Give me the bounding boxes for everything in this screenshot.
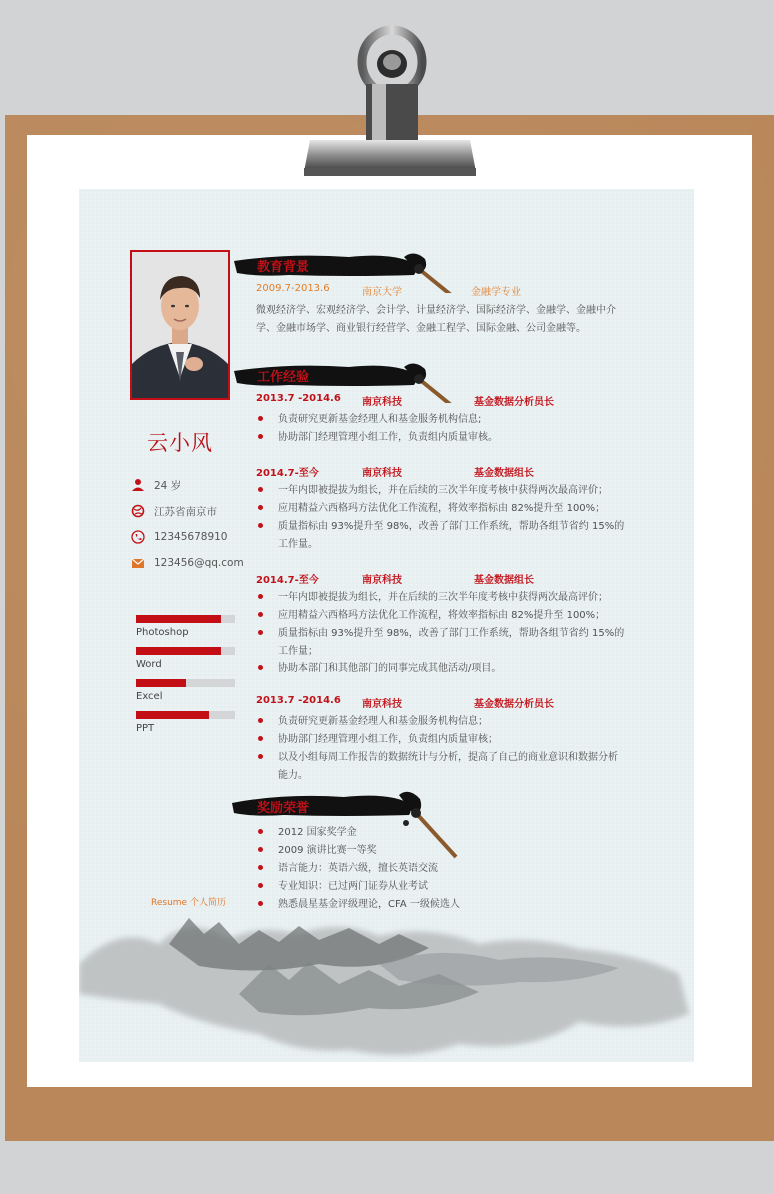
bullet-dot — [258, 594, 263, 599]
skill-label: PPT — [136, 723, 155, 734]
job-line: 一年内即被提拔为组长，并在后续的三次半年度考核中获得两次最高评价； — [278, 592, 608, 603]
job-date: 2014.7-至今 — [256, 468, 319, 479]
skill-fill — [136, 711, 209, 719]
education-courses-line: 学、金融市场学、商业银行经营学、金融工程学、国际金融、公司金融等。 — [256, 323, 586, 334]
skill-fill — [136, 615, 221, 623]
skill-fill — [136, 647, 221, 655]
bullet-dot — [258, 754, 263, 759]
phone-text: 12345678910 — [154, 531, 228, 543]
job-role: 基金数据组长 — [474, 575, 534, 586]
phone-icon — [131, 530, 145, 544]
job-line: 工作量； — [278, 646, 318, 657]
age-text: 24 岁 — [154, 479, 182, 492]
award-item: 语言能力：英语六级，擅长英语交流 — [278, 863, 438, 874]
resume-sheet — [79, 189, 694, 1062]
user-icon — [131, 478, 145, 492]
job-line: 一年内即被提拔为组长，并在后续的三次半年度考核中获得两次最高评价； — [278, 485, 608, 496]
profile-photo — [130, 250, 230, 400]
bullet-dot — [258, 612, 263, 617]
job-line: 质量指标由 93%提升至 98%，改善了部门工作系统，帮助各组节省约 15%的 — [278, 521, 625, 532]
globe-icon — [131, 504, 145, 518]
location-text: 江苏省南京市 — [154, 505, 217, 518]
job-line: 协助部门经理管理小组工作，负责组内质量审核； — [278, 734, 498, 745]
job-company: 南京科技 — [362, 468, 402, 479]
email-text: 123456@qq.com — [154, 557, 244, 569]
job-line: 负责研究更新基金经理人和基金服务机构信息; — [278, 414, 482, 425]
job-line: 应用精益六西格玛方法优化工作流程，将效率指标由 82%提升至 100%； — [278, 503, 606, 514]
award-item: 专业知识：已过两门证券从业考试 — [278, 881, 428, 892]
education-date: 2009.7-2013.6 — [256, 283, 330, 294]
bullet-dot — [258, 847, 263, 852]
section-title-work: 工作经验 — [257, 370, 310, 385]
education-major: 金融学专业 — [471, 287, 521, 298]
skill-word — [136, 647, 235, 670]
skill-excel — [136, 679, 235, 702]
location-row — [131, 502, 217, 520]
job-line: 负责研究更新基金经理人和基金服务机构信息； — [278, 716, 488, 727]
job-date: 2013.7 -2014.6 — [256, 393, 341, 404]
bullet-dot — [258, 718, 263, 723]
bullet-dot — [258, 434, 263, 439]
education-school: 南京大学 — [362, 287, 402, 298]
job-line: 质量指标由 93%提升至 98%，改善了部门工作系统，帮助各组节省约 15%的 — [278, 628, 625, 639]
bullet-dot — [258, 883, 263, 888]
skill-label: Photoshop — [136, 627, 189, 638]
mail-icon — [131, 556, 145, 570]
person-name: 云小风 — [147, 431, 213, 455]
skill-photoshop — [136, 615, 235, 638]
job-line: 工作量。 — [278, 539, 318, 550]
award-item: 2012 国家奖学金 — [278, 827, 357, 838]
job-company: 南京科技 — [362, 397, 402, 408]
email-row — [131, 554, 244, 572]
bullet-dot — [258, 865, 263, 870]
skill-label: Word — [136, 659, 162, 670]
job-role: 基金数据组长 — [474, 468, 534, 479]
phone-row — [131, 528, 228, 546]
ink-mountains — [79, 904, 694, 1062]
bullet-dot — [258, 487, 263, 492]
section-title-awards: 奖励荣誉 — [257, 801, 310, 816]
job-role: 基金数据分析员长 — [474, 699, 554, 710]
award-item: 2009 演讲比赛一等奖 — [278, 845, 377, 856]
skill-ppt — [136, 711, 235, 734]
job-line: 能力。 — [278, 770, 308, 781]
job-company: 南京科技 — [362, 699, 402, 710]
bullet-dot — [258, 505, 263, 510]
skill-label: Excel — [136, 691, 163, 702]
bullet-dot — [258, 665, 263, 670]
bullet-dot — [258, 523, 263, 528]
resume-tag: Resume 个人简历 — [151, 898, 226, 908]
age-row — [131, 476, 181, 494]
section-title-education: 教育背景 — [257, 260, 310, 275]
bullet-dot — [258, 736, 263, 741]
job-line: 以及小组每周工作报告的数据统计与分析，提高了自己的商业意识和数据分析 — [278, 752, 618, 763]
job-date: 2014.7-至今 — [256, 575, 319, 586]
skill-fill — [136, 679, 186, 687]
job-line: 应用精益六西格玛方法优化工作流程，将效率指标由 82%提升至 100%； — [278, 610, 606, 621]
job-role: 基金数据分析员长 — [474, 397, 554, 408]
job-line: 协助本部门和其他部门的同事完成其他活动/项目。 — [278, 663, 502, 674]
job-company: 南京科技 — [362, 575, 402, 586]
bullet-dot — [258, 829, 263, 834]
bullet-dot — [258, 630, 263, 635]
job-date: 2013.7 -2014.6 — [256, 695, 341, 706]
binder-clip — [300, 22, 480, 182]
bullet-dot — [258, 416, 263, 421]
job-line: 协助部门经理管理小组工作，负责组内质量审核。 — [278, 432, 498, 443]
award-item: 熟悉晨星基金评级理论，CFA 一级候选人 — [278, 899, 460, 910]
education-courses-line: 微观经济学、宏观经济学、会计学、计量经济学、国际经济学、金融学、金融中介 — [256, 305, 616, 316]
